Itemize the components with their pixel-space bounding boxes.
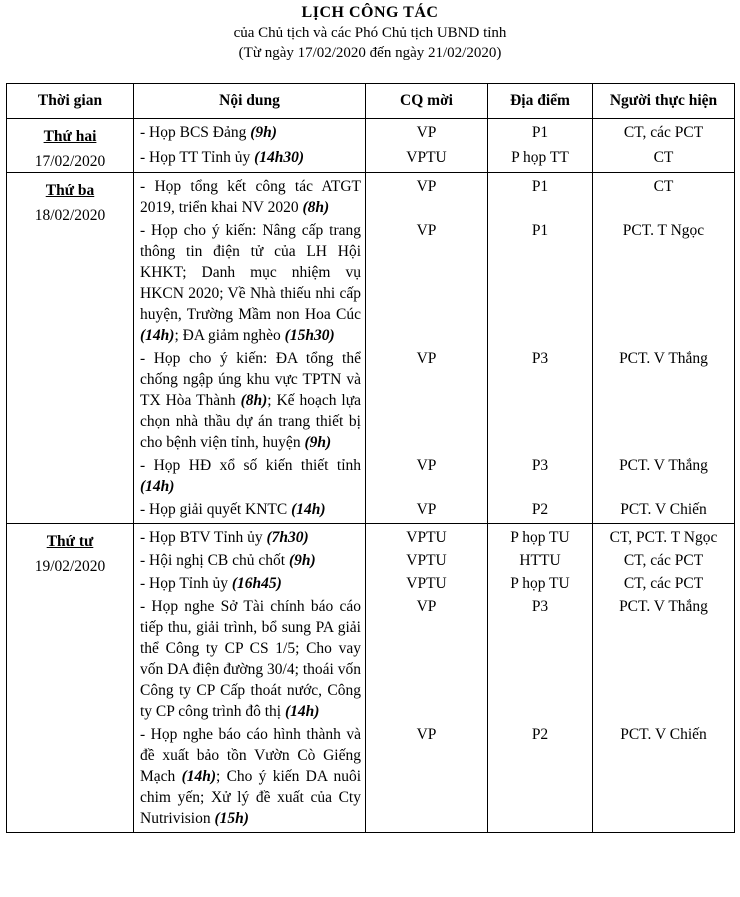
responsible-person: PCT. T Ngọc [622, 222, 705, 239]
responsible-person: CT [653, 178, 674, 195]
meeting-time: (9h) [250, 124, 277, 141]
content-cell [134, 596, 366, 724]
content-cell [134, 724, 366, 833]
inviting-agency: VP [416, 222, 437, 239]
meeting-text: - Họp Tỉnh ủy [140, 575, 232, 592]
location: P1 [531, 124, 549, 141]
meeting-content [134, 455, 365, 497]
date-range: (Từ ngày 17/02/2020 đến ngày 21/02/2020) [238, 45, 502, 61]
meeting-content [134, 596, 365, 722]
location-cell [488, 147, 593, 173]
meeting-time: (14h) [140, 478, 175, 495]
location-cell [488, 119, 593, 147]
page-header [0, 0, 740, 63]
meeting-content [134, 147, 365, 168]
responsible-person: PCT. V Chiến [620, 501, 707, 518]
location-cell [488, 173, 593, 221]
col-header-content: Nội dung [134, 84, 366, 119]
location: P2 [531, 726, 549, 743]
location: P họp TT [511, 148, 569, 166]
responsible-person-cell [593, 724, 735, 833]
day-date: 17/02/2020 [34, 153, 106, 170]
responsible-person: PCT. V Thắng [619, 457, 708, 474]
day-name: Thứ ba [45, 182, 95, 199]
inviting-agency: VPTU [406, 575, 447, 592]
responsible-person: CT, các PCT [623, 124, 704, 141]
page-subtitle: của Chủ tịch và các Phó Chủ tịch UBND tỉnh [233, 25, 507, 41]
col-header-time: Thời gian [7, 84, 134, 119]
inviting-agency-cell [366, 173, 488, 221]
meeting-time: (16h45) [231, 575, 282, 592]
meeting-time: (14h) [181, 768, 217, 785]
content-cell [134, 220, 366, 348]
meeting-time: (14h30) [254, 148, 305, 166]
schedule-table [6, 83, 735, 833]
location: P2 [531, 501, 549, 518]
responsible-person-cell [593, 455, 735, 499]
responsible-person: PCT. V Thắng [619, 598, 708, 615]
responsible-person: CT, các PCT [623, 575, 704, 592]
inviting-agency-cell [366, 596, 488, 724]
location: P1 [531, 178, 549, 195]
inviting-agency-cell [366, 550, 488, 573]
location-cell [488, 573, 593, 596]
inviting-agency-cell [366, 573, 488, 596]
location: P1 [531, 222, 549, 239]
content-cell [134, 499, 366, 524]
meeting-content [134, 527, 365, 548]
responsible-person-cell [593, 573, 735, 596]
inviting-agency-cell [366, 455, 488, 499]
col-header-place: Địa điểm [488, 84, 593, 119]
location: P họp TU [510, 529, 570, 546]
meeting-content [134, 573, 365, 594]
location-cell [488, 524, 593, 551]
meeting-text: - Họp nghe Sở Tài chính báo cáo tiếp thu, giải trình, bổ sung PA giải thể Công ty CP CS 1/5; Cho vay vốn DA điện đường 30/4; thoái vốn Công ty CP Cấp thoát nước, Công ty CP công trình đô thị [140, 598, 361, 720]
content-cell [134, 524, 366, 551]
content-cell [134, 348, 366, 455]
content-cell [134, 119, 366, 147]
responsible-person: CT, các PCT [623, 552, 704, 569]
location-cell [488, 348, 593, 455]
meeting-text-2: ; Cho ý kiến DA nuôi chim yến; Xử lý đề xuất của Cty Nutrivision [140, 768, 361, 827]
col-header-cq: CQ mời [366, 84, 488, 119]
schedule-body [7, 119, 735, 833]
meeting-text: - Họp TT Tỉnh ủy [140, 148, 255, 166]
meeting-time: (14h) [284, 703, 320, 720]
table-row [7, 524, 735, 551]
inviting-agency: VP [416, 598, 437, 615]
meeting-content [134, 499, 365, 520]
meeting-text: - Họp BCS Đảng [140, 124, 251, 141]
inviting-agency: VPTU [406, 529, 447, 546]
location-cell [488, 724, 593, 833]
responsible-person-cell [593, 348, 735, 455]
inviting-agency-cell [366, 147, 488, 173]
location-cell [488, 455, 593, 499]
meeting-time: (8h) [240, 392, 268, 409]
inviting-agency-cell [366, 348, 488, 455]
location-cell [488, 220, 593, 348]
content-cell [134, 455, 366, 499]
responsible-person-cell [593, 220, 735, 348]
day-name: Thứ hai [43, 128, 97, 145]
meeting-content [134, 122, 365, 143]
inviting-agency-cell [366, 724, 488, 833]
meeting-time-2: (15h30) [284, 327, 335, 344]
meeting-content [134, 176, 365, 218]
day-date: 19/02/2020 [34, 558, 106, 575]
location: P3 [531, 350, 549, 367]
content-cell [134, 550, 366, 573]
content-cell [134, 147, 366, 173]
inviting-agency-cell [366, 119, 488, 147]
meeting-text-2: ; Kế hoạch lựa chọn nhà thầu dự án trang thiết bị cho bệnh viện tỉnh, huyện [140, 392, 361, 451]
responsible-person-cell [593, 499, 735, 524]
location: P3 [531, 598, 549, 615]
location: P3 [531, 457, 549, 474]
meeting-text: - Họp HĐ xổ số kiến thiết tỉnh [140, 457, 361, 474]
page-title: LỊCH CÔNG TÁC [301, 4, 439, 21]
header-row [7, 84, 735, 119]
inviting-agency: VP [416, 457, 437, 474]
meeting-text: - Hội nghị CB chủ chốt [140, 552, 289, 569]
inviting-agency-cell [366, 524, 488, 551]
responsible-person-cell [593, 119, 735, 147]
meeting-text: - Họp cho ý kiến: Nâng cấp trang thông tin điện tử của LH Hội KHKT; Danh mục nhiệm vụ HKCN 2020; Về Nhà thiếu nhi cấp huyện, Trường Mầm non Hoa Cúc [140, 222, 361, 323]
meeting-text: - Họp cho ý kiến: ĐA tổng thể chống ngập úng khu vực TPTN và TX Hòa Thành [140, 350, 361, 409]
content-cell [134, 173, 366, 221]
inviting-agency-cell [366, 220, 488, 348]
day-cell [7, 119, 134, 173]
responsible-person: PCT. V Chiến [620, 726, 707, 743]
inviting-agency: VPTU [406, 148, 447, 166]
meeting-time: (14h) [291, 501, 326, 518]
meeting-time: (8h) [302, 199, 330, 216]
meeting-content [134, 220, 365, 346]
inviting-agency: VP [416, 178, 437, 195]
col-header-people: Người thực hiện [593, 84, 735, 119]
meeting-content [134, 724, 365, 829]
inviting-agency: VPTU [406, 552, 447, 569]
meeting-text: - Họp BTV Tỉnh ủy [140, 529, 267, 546]
responsible-person-cell [593, 524, 735, 551]
meeting-time: (9h) [288, 552, 316, 569]
location: P họp TU [510, 575, 570, 592]
responsible-person: CT [653, 148, 674, 166]
responsible-person: CT, PCT. T Ngọc [609, 529, 718, 546]
responsible-person-cell [593, 173, 735, 221]
responsible-person-cell [593, 147, 735, 173]
location-cell [488, 596, 593, 724]
inviting-agency: VP [416, 726, 437, 743]
inviting-agency: VP [416, 501, 437, 518]
day-date: 18/02/2020 [34, 207, 106, 224]
meeting-content [134, 348, 365, 453]
responsible-person-cell [593, 550, 735, 573]
table-row [7, 173, 735, 221]
inviting-agency-cell [366, 499, 488, 524]
day-cell [7, 524, 134, 833]
meeting-text: - Họp tổng kết công tác ATGT 2019, triển khai NV 2020 [140, 178, 361, 216]
meeting-text-2: ; ĐA giảm nghèo [174, 327, 285, 344]
location: HTTU [519, 552, 561, 569]
meeting-time-2: (9h) [304, 434, 332, 451]
responsible-person-cell [593, 596, 735, 724]
day-cell [7, 173, 134, 524]
location-cell [488, 550, 593, 573]
content-cell [134, 573, 366, 596]
inviting-agency: VP [416, 124, 437, 141]
day-name: Thứ tư [46, 533, 94, 550]
meeting-time-2: (15h) [214, 810, 249, 827]
meeting-time: (7h30) [266, 529, 309, 546]
meeting-time: (14h) [140, 327, 175, 344]
inviting-agency: VP [416, 350, 437, 367]
table-row [7, 119, 735, 147]
location-cell [488, 499, 593, 524]
meeting-text: - Họp giải quyết KNTC [140, 501, 292, 518]
responsible-person: PCT. V Thắng [619, 350, 708, 367]
meeting-content [134, 550, 365, 571]
meeting-text: - Họp nghe báo cáo hình thành và đề xuất bảo tồn Vườn Cò Giếng Mạch [140, 726, 361, 785]
